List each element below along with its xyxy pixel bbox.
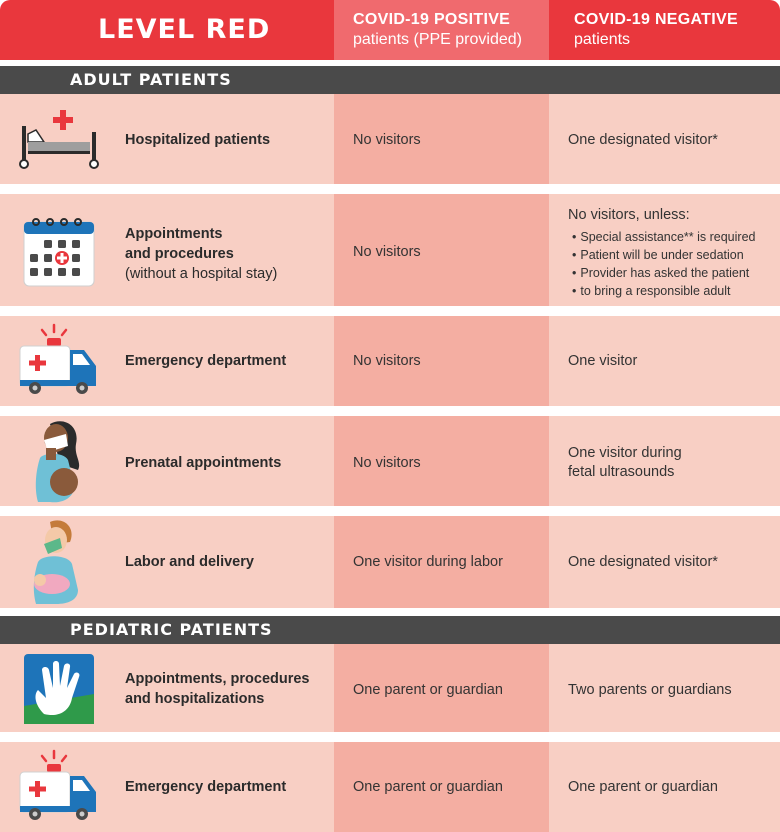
negative-value xyxy=(568,444,682,482)
negative-cell xyxy=(549,644,780,732)
table-row xyxy=(0,416,780,506)
mother-baby-icon xyxy=(28,518,90,606)
negative-value: One visitor xyxy=(568,353,638,369)
row-label xyxy=(125,552,254,572)
positive-value: No visitors xyxy=(353,353,421,369)
row-label-cell xyxy=(0,316,334,406)
negative-intro: No visitors, unless: xyxy=(568,207,690,223)
bullet-item: • Provider has asked the patient xyxy=(568,264,755,282)
positive-value: One visitor during labor xyxy=(353,554,503,570)
bullet-item: • Special assistance** is required xyxy=(568,228,755,246)
table-row xyxy=(0,194,780,306)
section-adult xyxy=(0,66,780,94)
row-label-cell xyxy=(0,742,334,832)
hospital-bed-icon xyxy=(18,108,102,170)
row-label-cell xyxy=(0,94,334,184)
row-label-bold: Appointments, procedures xyxy=(125,671,310,687)
level-title: LEVEL RED xyxy=(98,14,271,45)
row-label-bold: Prenatal appointments xyxy=(125,455,282,471)
row-label-cell xyxy=(0,194,334,306)
negative-value: One parent or guardian xyxy=(568,779,718,795)
section-pediatric-label: PEDIATRIC PATIENTS xyxy=(70,620,273,639)
calendar-icon xyxy=(22,216,96,288)
row-label xyxy=(125,351,286,371)
negative-line: One visitor during xyxy=(568,445,682,461)
negative-column-header xyxy=(574,10,738,50)
row-label-bold: Appointments xyxy=(125,226,223,242)
positive-value: No visitors xyxy=(353,455,421,471)
ambulance-icon xyxy=(18,748,102,824)
table-row xyxy=(0,742,780,832)
positive-cell xyxy=(334,316,549,406)
positive-cell xyxy=(334,416,549,506)
negative-cell xyxy=(549,516,780,608)
positive-value: One parent or guardian xyxy=(353,682,503,698)
positive-cell xyxy=(334,94,549,184)
row-label-sub: (without a hospital stay) xyxy=(125,266,278,282)
positive-value: One parent or guardian xyxy=(353,779,503,795)
row-label-bold: and procedures xyxy=(125,246,234,262)
row-label-bold: Labor and delivery xyxy=(125,554,254,570)
row-label-bold: and hospitalizations xyxy=(125,691,265,707)
table-row xyxy=(0,94,780,184)
positive-cell xyxy=(334,644,549,732)
section-adult-label: ADULT PATIENTS xyxy=(70,70,232,89)
section-pediatric xyxy=(0,616,780,644)
negative-cell xyxy=(549,742,780,832)
positive-subtitle: patients (PPE provided) xyxy=(353,31,522,48)
positive-cell xyxy=(334,742,549,832)
negative-value: Two parents or guardians xyxy=(568,682,732,698)
pregnant-woman-icon xyxy=(30,418,90,506)
positive-value: No visitors xyxy=(353,132,421,148)
positive-cell xyxy=(334,194,549,306)
negative-title: COVID-19 NEGATIVE xyxy=(574,11,738,28)
table-row xyxy=(0,516,780,608)
bullet-item: • Patient will be under sedation xyxy=(568,246,755,264)
negative-cell xyxy=(549,316,780,406)
row-label-bold: Emergency department xyxy=(125,353,287,369)
table-header xyxy=(0,0,780,60)
row-label-bold: Hospitalized patients xyxy=(125,132,271,148)
negative-line: fetal ultrasounds xyxy=(568,464,675,480)
positive-cell xyxy=(334,516,549,608)
negative-subtitle: patients xyxy=(574,31,631,48)
row-label xyxy=(125,453,281,473)
negative-value xyxy=(568,206,755,300)
negative-value: One designated visitor* xyxy=(568,554,718,570)
row-label-cell xyxy=(0,644,334,732)
negative-bullets xyxy=(568,228,755,300)
row-label xyxy=(125,777,286,797)
negative-cell xyxy=(549,194,780,306)
negative-cell xyxy=(549,94,780,184)
row-label xyxy=(125,130,270,150)
row-label xyxy=(125,224,277,284)
row-label xyxy=(125,669,310,709)
positive-title: COVID-19 POSITIVE xyxy=(353,11,511,28)
row-label-cell xyxy=(0,516,334,608)
row-label-bold: Emergency department xyxy=(125,779,287,795)
negative-value: One designated visitor* xyxy=(568,132,718,148)
positive-column-header xyxy=(353,10,522,50)
table-row xyxy=(0,644,780,732)
table-row xyxy=(0,316,780,406)
negative-cell xyxy=(549,416,780,506)
positive-value: No visitors xyxy=(353,244,421,260)
bullet-item: • to bring a responsible adult xyxy=(568,282,755,300)
row-label-cell xyxy=(0,416,334,506)
child-hand-icon xyxy=(24,654,94,724)
ambulance-icon xyxy=(18,322,102,398)
